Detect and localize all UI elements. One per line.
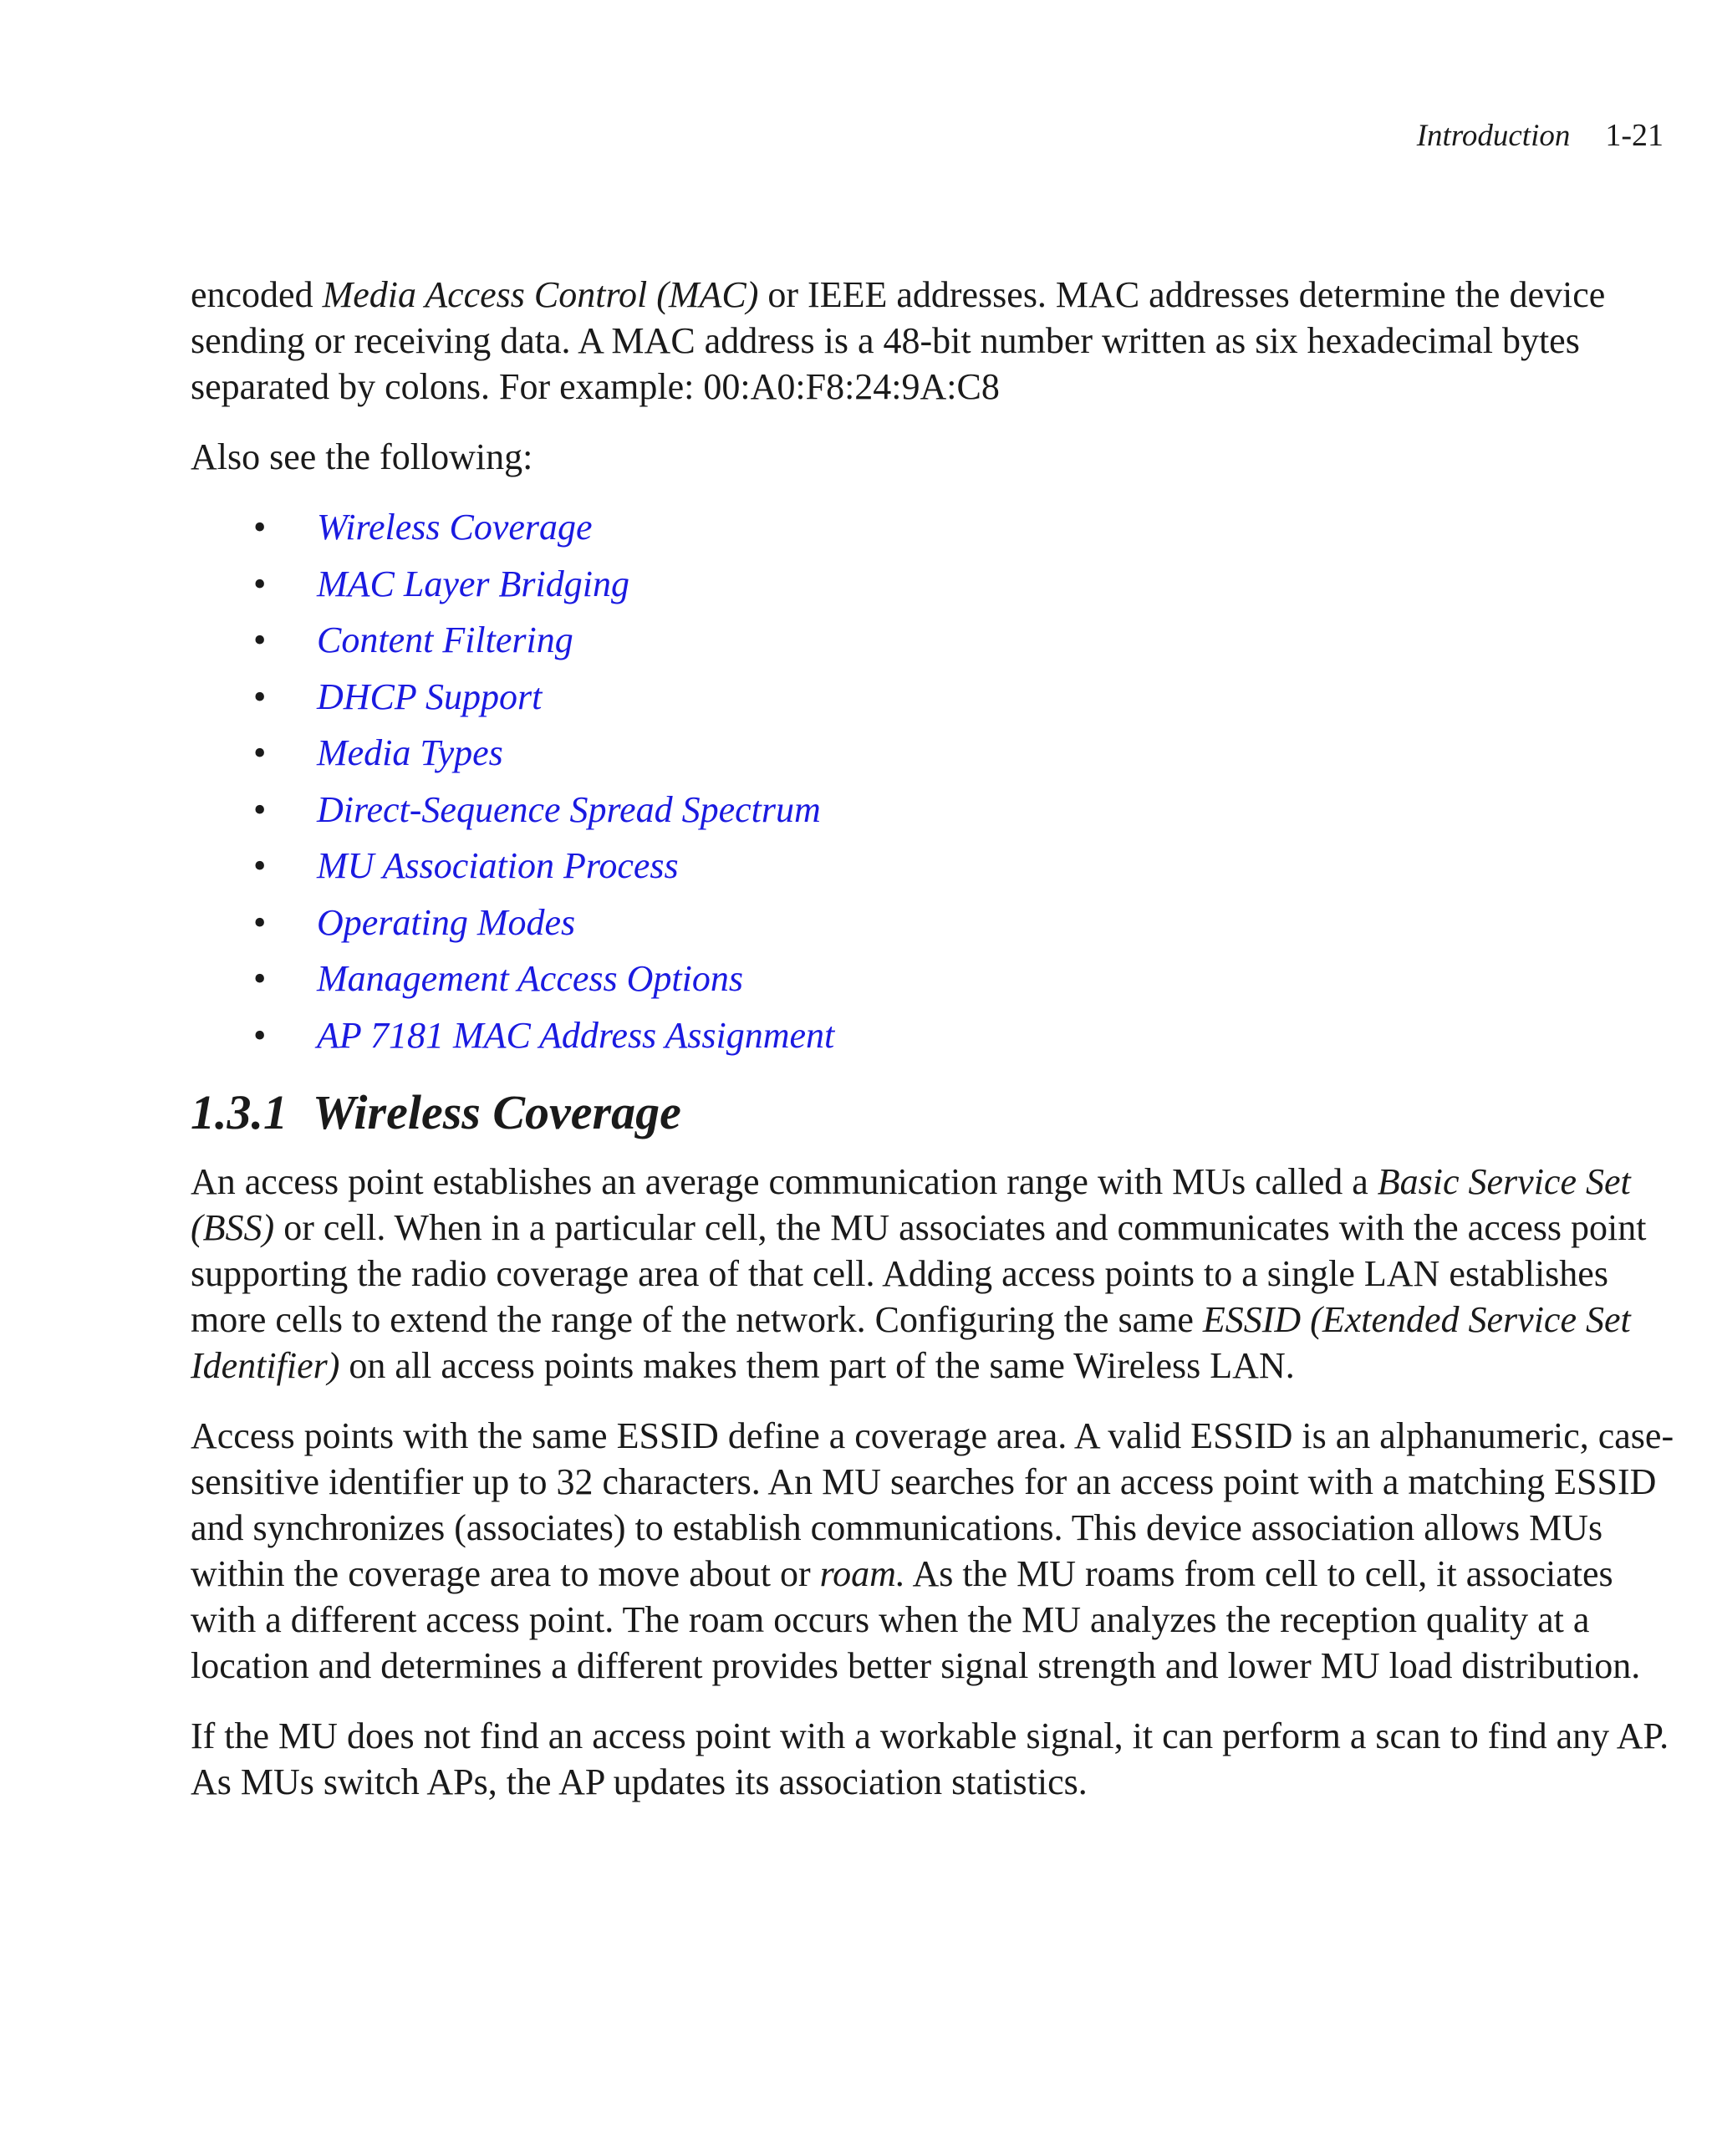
- link-content-filtering[interactable]: Content Filtering: [317, 619, 573, 660]
- para1-c: on all access points makes them part of the same Wireless LAN.: [339, 1345, 1295, 1386]
- list-item: [191, 669, 1679, 726]
- bullet: •: [253, 732, 267, 773]
- list-item: [191, 1007, 1679, 1064]
- bullet: •: [253, 788, 267, 830]
- intro-rest: or IEEE addresses. MAC addresses determine the device sending or receiving data. A MAC address is a 48-bit number written as six hexadecimal bytes separated by colons. For example: 00:A0:F8:24:9A:C8: [191, 274, 1606, 407]
- bullet: •: [253, 619, 267, 660]
- mac-term: Media Access Control (MAC): [322, 274, 759, 315]
- link-direct-sequence-spread-spectrum[interactable]: Direct-Sequence Spread Spectrum: [317, 788, 821, 830]
- bullet: •: [253, 675, 267, 717]
- list-item: [191, 951, 1679, 1007]
- link-media-types[interactable]: Media Types: [317, 732, 503, 773]
- intro-lead: encoded: [191, 274, 323, 315]
- list-item: [191, 725, 1679, 782]
- para2-b: As the MU roams from cell to cell, it associates with a different access point. The roam occurs when the MU analyzes the reception quality at a location and determines a different provides better signal strength and lower MU load distribution.: [191, 1553, 1641, 1686]
- page-body: [191, 272, 1679, 1829]
- see-also-list: [191, 499, 1679, 1063]
- link-mu-association-process[interactable]: MU Association Process: [317, 845, 679, 886]
- section-title: Wireless Coverage: [313, 1085, 681, 1139]
- list-item: [191, 556, 1679, 613]
- running-header: [1417, 115, 1664, 156]
- section-number: 1.3.1: [191, 1085, 288, 1139]
- para2-a: Access points with the same ESSID define a coverage area. A valid ESSID is an alphanumeric, case-sensitive identifier up to 32 characters. An MU searches for an access point with a matching ESSID and synchronizes (associates) to establish communications. This device association allows MUs within the coverage area to move about or: [191, 1415, 1674, 1594]
- list-item: [191, 612, 1679, 669]
- bullet: •: [253, 845, 267, 886]
- bullet: •: [253, 563, 267, 604]
- page-number: 1-21: [1605, 118, 1664, 153]
- link-wireless-coverage[interactable]: Wireless Coverage: [317, 507, 593, 548]
- intro-paragraph: [191, 272, 1679, 410]
- list-item: [191, 895, 1679, 951]
- running-header-section: Introduction: [1416, 119, 1571, 153]
- roam-term: roam.: [819, 1553, 905, 1594]
- see-also-label: Also see the following:: [191, 436, 533, 477]
- link-mac-layer-bridging[interactable]: MAC Layer Bridging: [317, 563, 629, 604]
- link-ap-7181-mac-address-assignment[interactable]: AP 7181 MAC Address Assignment: [317, 1014, 835, 1056]
- para1-b: or cell. When in a particular cell, the MU associates and communicates with the access point supporting the radio coverage area of that cell. Adding access points to a single LAN establishes more cells to extend the range of the network. Configuring the same: [191, 1207, 1647, 1340]
- coverage-paragraph-3: If the MU does not find an access point with a workable signal, it can perform a scan to find any AP. As MUs switch APs, the AP updates its association statistics.: [191, 1715, 1669, 1802]
- coverage-paragraph-2: [191, 1413, 1679, 1689]
- para1-a: An access point establishes an average communication range with MUs called a: [191, 1161, 1378, 1202]
- bss-term: Basic Service Set (BSS): [191, 1161, 1631, 1248]
- bullet: •: [253, 507, 267, 548]
- list-item: [191, 838, 1679, 895]
- list-item: [191, 499, 1679, 556]
- section-heading: [191, 1083, 1679, 1142]
- bullet: •: [253, 958, 267, 999]
- coverage-paragraph-1: [191, 1159, 1679, 1389]
- link-dhcp-support[interactable]: DHCP Support: [317, 675, 543, 717]
- link-operating-modes[interactable]: Operating Modes: [317, 901, 576, 943]
- link-management-access-options[interactable]: Management Access Options: [317, 958, 743, 999]
- list-item: [191, 782, 1679, 838]
- essid-term: ESSID (Extended Service Set Identifier): [191, 1299, 1631, 1386]
- bullet: •: [253, 901, 267, 943]
- bullet: •: [253, 1014, 267, 1056]
